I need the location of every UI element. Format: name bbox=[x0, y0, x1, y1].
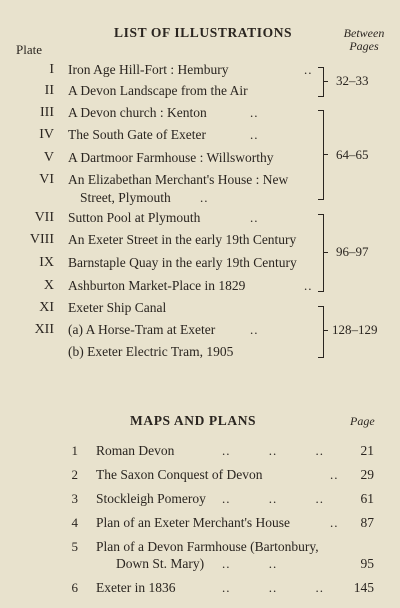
plate-number: XII bbox=[34, 322, 54, 337]
plate-title: A Devon Landscape from the Air bbox=[68, 83, 248, 98]
plate-title: Sutton Pool at Plymouth bbox=[68, 210, 201, 225]
plate-title: (b) Exeter Electric Tram, 1905 bbox=[68, 344, 234, 359]
page-column-label: Page bbox=[350, 414, 375, 428]
leader-dots: .. bbox=[250, 322, 259, 337]
map-page-number: 29 bbox=[360, 467, 374, 482]
brace-group-2 bbox=[318, 110, 324, 200]
brace-tip bbox=[324, 252, 328, 253]
page-range: 128–129 bbox=[332, 322, 378, 337]
leader-dots: .. bbox=[250, 105, 259, 120]
map-title: Exeter in 1836 bbox=[96, 580, 176, 595]
plate-title: An Elizabethan Merchant's House : New bbox=[68, 172, 289, 187]
between-label-line1: Between bbox=[343, 26, 385, 40]
plate-title: Iron Age Hill-Fort : Hembury bbox=[68, 62, 229, 77]
map-number: 3 bbox=[71, 491, 78, 506]
plate-number: IX bbox=[39, 255, 54, 270]
leader-dots: .. bbox=[250, 210, 259, 225]
map-page-number: 87 bbox=[360, 515, 374, 530]
map-title: The Saxon Conquest of Devon bbox=[96, 467, 263, 482]
plate-column-label: Plate bbox=[16, 42, 42, 57]
brace-group-3 bbox=[318, 214, 324, 292]
map-title: Plan of an Exeter Merchant's House bbox=[96, 515, 290, 530]
map-title bbox=[96, 443, 174, 459]
brace-tip bbox=[324, 330, 328, 331]
map-number: 4 bbox=[71, 515, 78, 530]
brace-group-4 bbox=[318, 306, 324, 358]
between-label bbox=[336, 27, 392, 53]
plate-title: An Exeter Street in the early 19th Century bbox=[68, 232, 297, 247]
leader-dots: .. bbox=[304, 278, 313, 293]
map-number: 2 bbox=[71, 467, 78, 482]
leader-dots: .. .. bbox=[222, 556, 278, 571]
plate-title-continued: Street, Plymouth bbox=[80, 190, 171, 205]
plate-number: I bbox=[49, 62, 54, 77]
map-page-number: 21 bbox=[360, 443, 374, 458]
map-title-continued: Down St. Mary) bbox=[116, 556, 205, 571]
plate-title: A Dartmoor Farmhouse : Willsworthy bbox=[68, 150, 274, 165]
page-range: 64–65 bbox=[336, 147, 369, 162]
plate-number: IV bbox=[39, 127, 54, 142]
leader-dots: .. bbox=[330, 515, 339, 530]
plate-title: Barnstaple Quay in the early 19th Century bbox=[68, 255, 297, 270]
plate-number: III bbox=[40, 105, 54, 120]
map-number: 5 bbox=[71, 539, 78, 554]
leader-dots: .. bbox=[250, 127, 259, 142]
plate-number: VIII bbox=[29, 232, 54, 247]
leader-dots: .. bbox=[304, 62, 313, 77]
plate-number: XI bbox=[39, 300, 54, 315]
plate-number: VI bbox=[39, 172, 54, 187]
plate-title: The South Gate of Exeter bbox=[68, 127, 206, 142]
plate-title: A Devon church : Kenton bbox=[68, 105, 207, 120]
plate-title: Exeter Ship Canal bbox=[68, 300, 167, 315]
map-title: Plan of a Devon Farmhouse (Bartonbury, bbox=[96, 539, 319, 554]
plate-title: Ashburton Market-Place in 1829 bbox=[68, 278, 246, 293]
illustrations-heading: LIST OF ILLUSTRATIONS bbox=[114, 25, 293, 40]
map-number: 6 bbox=[71, 580, 78, 595]
plate-title: (a) A Horse-Tram at Exeter bbox=[68, 322, 216, 337]
between-label-line2: Pages bbox=[349, 39, 379, 53]
brace-group-1 bbox=[318, 67, 324, 97]
leader-dots: .. .. .. bbox=[222, 491, 324, 506]
leader-dots: .. .. .. bbox=[222, 443, 324, 458]
plate-number: VII bbox=[34, 210, 54, 225]
leader-dots: .. bbox=[330, 467, 339, 482]
map-title: Stockleigh Pomeroy bbox=[96, 491, 206, 506]
map-page-number: 95 bbox=[360, 556, 374, 571]
brace-tip bbox=[324, 154, 328, 155]
page-range: 96–97 bbox=[336, 244, 369, 259]
leader-dots: .. bbox=[200, 190, 209, 205]
maps-heading: MAPS AND PLANS bbox=[130, 413, 257, 428]
plate-number: II bbox=[44, 83, 54, 98]
map-title-text: Roman Devon bbox=[96, 443, 175, 458]
page-range: 32–33 bbox=[336, 73, 369, 88]
plate-number: X bbox=[43, 278, 54, 293]
brace-tip bbox=[324, 81, 328, 82]
map-page-number: 145 bbox=[353, 580, 374, 595]
leader-dots: .. .. .. bbox=[222, 580, 324, 595]
plate-number: V bbox=[43, 150, 54, 165]
map-number: 1 bbox=[71, 443, 78, 458]
map-page-number: 61 bbox=[360, 491, 374, 506]
